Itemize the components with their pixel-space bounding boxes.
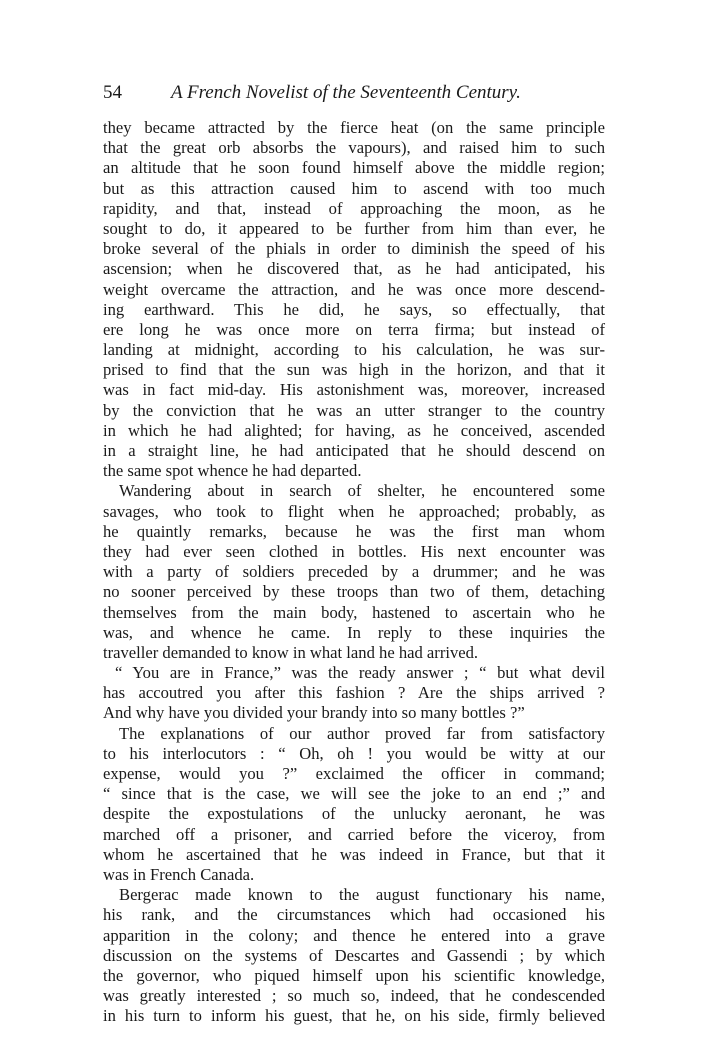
text-line: was greatly interested ; so much so, indeed, that he condescended: [103, 986, 605, 1006]
text-line: apparition in the colony; and thence he entered into a grave: [103, 925, 605, 945]
text-line: his rank, and the circumstances which had occasioned his: [103, 905, 605, 925]
text-line: discussion on the systems of Descartes and Gassendi ; by which: [103, 945, 605, 965]
running-head: [103, 80, 605, 106]
text-line: that the great orb absorbs the vapours), and raised him to such: [103, 138, 605, 158]
book-page: [103, 80, 605, 1026]
text-line: an altitude that he soon found himself above the middle region;: [103, 158, 605, 178]
text-line: whom he ascertained that he was indeed in France, but that it: [103, 844, 605, 864]
text-line: expense, would you ?” exclaimed the officer in command;: [103, 764, 605, 783]
text-line: traveller demanded to know in what land he had arrived.: [103, 642, 479, 662]
text-line: broke several of the phials in order to diminish the speed of his: [103, 239, 605, 259]
text-line: The explanations of our author proved far from satisfactory: [119, 723, 605, 743]
text-line: was in fact mid-day. His astonishment was, moreover, increased: [103, 380, 605, 400]
text-line: in a straight line, he had anticipated that he should descend on: [103, 441, 605, 460]
text-line: ere long he was once more on terra firma; but instead of: [103, 319, 605, 339]
text-line: weight overcame the attraction, and he was once more descend-: [103, 279, 605, 299]
text-line: Wandering about in search of shelter, he encountered some: [119, 481, 605, 501]
text-line: “ since that is the case, we will see the joke to an end ;” and: [103, 784, 605, 804]
text-line: the governor, who piqued himself upon his scientific knowledge,: [103, 965, 605, 985]
text-line: “ You are in France,” was the ready answer ; “ but what devil: [115, 663, 605, 683]
text-line: themselves from the main body, hastened to ascertain who he: [103, 602, 605, 622]
body-text: [103, 118, 605, 1026]
text-line: the same spot whence he had departed.: [103, 461, 362, 481]
text-line: has accoutred you after this fashion ? Are the ships arrived ?: [103, 683, 605, 703]
text-line: ascension; when he discovered that, as he had anticipated, his: [103, 259, 605, 279]
text-line: savages, who took to flight when he approached; probably, as: [103, 501, 605, 521]
text-line: was, and whence he came. In reply to these inquiries the: [103, 622, 605, 642]
text-line: with a party of soldiers preceded by a drummer; and he was: [103, 562, 605, 582]
text-line: marched off a prisoner, and carried before the viceroy, from: [103, 824, 605, 844]
text-line: ing earthward. This he did, he says, so effectually, that: [103, 299, 605, 319]
text-line: was in French Canada.: [103, 864, 255, 884]
text-line: he quaintly remarks, because he was the first man whom: [103, 521, 605, 541]
text-line: rapidity, and that, instead of approaching the moon, as he: [103, 198, 605, 218]
text-line: landing at midnight, according to his calculation, he was sur-: [103, 340, 605, 360]
text-line: they had ever seen clothed in bottles. His next encounter was: [103, 541, 605, 561]
page-number: 54: [103, 82, 122, 103]
text-line: they became attracted by the fierce heat (on the same principle: [103, 118, 605, 137]
text-line: in his turn to inform his guest, that he, on his side, firmly believed: [103, 1006, 605, 1026]
text-line: by the conviction that he was an utter stranger to the country: [103, 400, 605, 420]
text-line: prised to find that the sun was high in the horizon, and that it: [103, 360, 605, 380]
running-title: A French Novelist of the Seventeenth Century.: [171, 82, 521, 103]
text-line: in which he had alighted; for having, as he conceived, ascended: [103, 420, 605, 440]
text-line: And why have you divided your brandy into so many bottles ?”: [103, 703, 525, 723]
text-line: no sooner perceived by these troops than two of them, detaching: [103, 582, 605, 602]
text-line: despite the expostulations of the unlucky aeronant, he was: [103, 804, 605, 824]
text-line: but as this attraction caused him to ascend with too much: [103, 178, 605, 198]
text-line: Bergerac made known to the august functionary his name,: [119, 885, 605, 905]
text-line: sought to do, it appeared to be further from him than ever, he: [103, 218, 605, 238]
text-line: to his interlocutors : “ Oh, oh ! you would be witty at our: [103, 743, 605, 763]
